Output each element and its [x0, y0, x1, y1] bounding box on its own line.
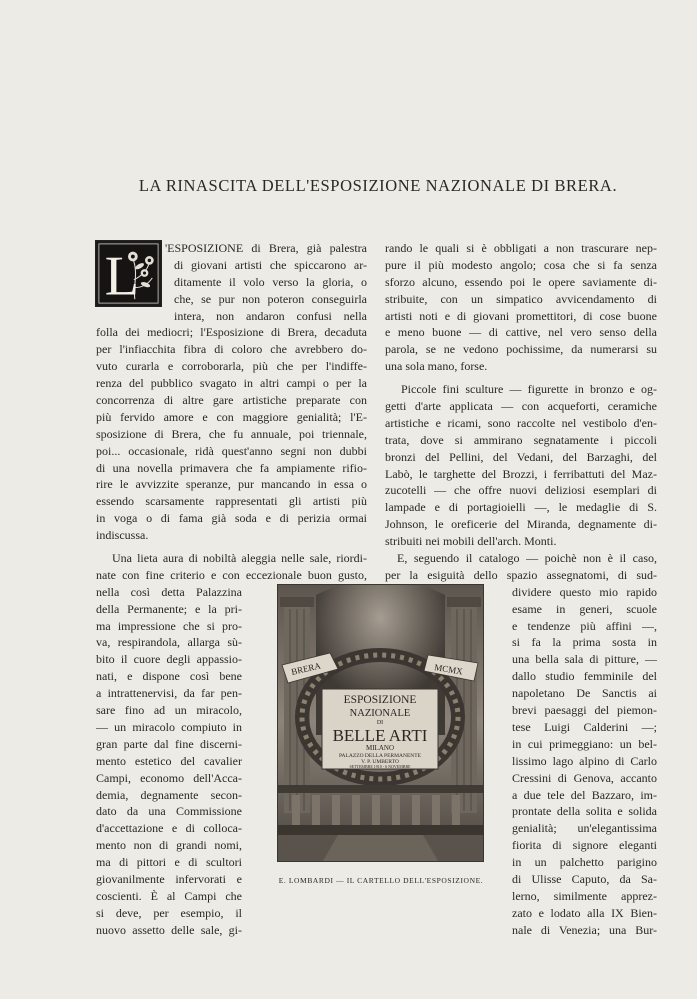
text-line: E, seguendo il catalogo — poichè non è il caso,: [397, 551, 657, 566]
text-line: di Ulisse Caputo, da Sa-: [512, 871, 657, 886]
text-line: zato e lodato alla IX Bien-: [512, 905, 657, 920]
text-line: genialità; un'elegantissima: [512, 821, 657, 836]
text-line: poi... occasionale, ridà quest'anno segni non dubbi: [96, 443, 367, 458]
text-line: rando le quali si è obbligati a non trascurare nep-: [385, 241, 657, 255]
text-line: mento estetico del cavalier: [96, 753, 242, 768]
text-line: stribuiti nei mobili dell'arch. Monti.: [385, 534, 557, 549]
text-line: folla dei mediocri; l'Esposizione di Brera, decaduta: [96, 325, 367, 340]
text-line: dallo studio femminile del: [512, 669, 657, 684]
text-line: Cressini di Genova, accanto: [512, 770, 657, 785]
poster-line-6: PALAZZO DELLA PERMANENTE: [339, 753, 421, 759]
right-paragraph: [385, 240, 657, 375]
text-line: parola, se ne vedono pochissime, da numerarsi su: [385, 342, 657, 357]
right-paragraph: [385, 550, 657, 584]
text-line: si fa la prima sosta in: [512, 635, 657, 650]
text-line: una bella sala di pitture, —: [512, 652, 657, 667]
text-line: bronzi del Pellini, del Vedani, del Barzaghi, del: [385, 449, 657, 464]
text-line: e meno buone — di cattive, nel vero senso della: [385, 325, 657, 340]
poster-image: [278, 585, 483, 861]
text-line: sposizione di Brera, che fu annuale, poi triennale,: [96, 426, 367, 441]
poster-line-5: MILANO: [366, 744, 394, 752]
text-line: d'accettazione e di colloca-: [96, 821, 242, 836]
poster-line-1: ESPOSIZIONE: [343, 694, 417, 706]
text-line: gran parte dal fine discerni-: [96, 736, 242, 751]
text-line: — un miracolo compiuto in: [96, 719, 242, 734]
text-line: in un palchetto parigino: [512, 855, 657, 870]
poster-line-3: DI: [376, 720, 384, 726]
text-line: per la esiguità dello spazio assegnatomi, di sud-: [385, 567, 657, 582]
figure-caption: E. LOMBARDI — IL CARTELLO DELL'ESPOSIZIONE.: [278, 876, 484, 885]
text-line: fiorita di signore eleganti: [512, 838, 657, 853]
text-line: demia, degnamente secon-: [96, 787, 242, 802]
poster-line-8: SETTEMBRE 1910 - 6 NOVEMBRE: [349, 764, 411, 769]
text-line: coscienti. È al Campi che: [96, 888, 242, 903]
left-paragraph-narrow: [96, 584, 242, 939]
text-line: artisti noti e di giovani promettitori, di cose buone: [385, 308, 657, 323]
right-paragraph-narrow: [512, 584, 657, 939]
text-line: sforzo alcuno, essendo poi le opere saviamente di-: [385, 274, 657, 289]
text-line: a due tele del Bazzaro, im-: [512, 787, 657, 802]
text-line: ma di pittori e di scultori: [96, 855, 242, 870]
text-line: 'ESPOSIZIONE di Brera, già palestra: [165, 241, 367, 255]
text-line: renza del pubblico svagato in altri campi o per la: [96, 376, 367, 391]
text-line: nate con fine criterio e con eccezionale buon gusto,: [96, 567, 367, 582]
text-line: nella così detta Palazzina: [96, 584, 242, 599]
text-line: trata, dove si ammirano segnatamente i piccoli: [385, 432, 657, 447]
poster-banner-left: BRERA: [290, 660, 322, 677]
text-line: concorrenza di altre gare artistiche preparate con: [96, 393, 367, 408]
text-line: zucotelli — che offre nuovi deliziosi esemplari di: [385, 483, 657, 498]
text-line: essendo scarsamente rappresentati gli artisti più: [96, 494, 367, 509]
text-line: a intrattenervisi, da far pen-: [96, 686, 242, 701]
text-line: ma impressione che si pro-: [96, 618, 242, 633]
text-line: Una lieta aura di nobiltà aleggia nelle sale, riordi-: [112, 551, 367, 566]
poster-line-7: V. P. UMBERTO: [361, 759, 399, 765]
text-line: bito il cuore degli appassio-: [96, 652, 242, 667]
text-line: si deve, per esempio, il: [96, 905, 242, 920]
text-line: pure il più modesto angolo; cosa che si fa senza: [385, 257, 657, 272]
text-line: di giovani artisti che spiccarono ar-: [174, 257, 367, 272]
text-line: per l'infiacchita fibra di coloro che avrebbero do-: [96, 342, 367, 357]
text-line: Labò, le targhette del Brozzi, i ferribattuti del Maz-: [385, 466, 657, 481]
text-line: dividere questo mio rapido: [512, 584, 657, 599]
text-line: Johnson, le oreficerie del Miranda, degnamente di-: [385, 517, 657, 532]
text-line: rire le avvizzite speranze, pur mancando in essa o: [96, 477, 367, 492]
poster-line-4: BELLE ARTI: [332, 726, 428, 745]
text-line: tese Luigi Calderini —;: [512, 719, 657, 734]
article-title: LA RINASCITA DELL'ESPOSIZIONE NAZIONALE DI BRERA.: [138, 176, 618, 195]
text-line: artistiche e ricami, sono raccolte nel vestibolo d'en-: [385, 415, 657, 430]
poster-line-2: NAZIONALE: [349, 708, 411, 719]
text-line: nati, e dispone così bene: [96, 669, 242, 684]
text-line: nale di Venezia; una Bur-: [512, 922, 657, 937]
text-line: giovanilmente infervorati e: [96, 871, 242, 886]
text-line: più fervido amore e con maggiore genialità; l'E-: [96, 409, 367, 424]
text-line: Campi, economo dell'Acca-: [96, 770, 242, 785]
text-line: getti d'arte applicata — con acqueforti, ceramiche: [385, 399, 657, 414]
text-line: sare fino ad un miracolo,: [96, 703, 242, 718]
text-line: napoletano De Sanctis ai: [512, 686, 657, 701]
text-line: nuovo assetto delle sale, gi-: [96, 922, 242, 937]
text-line: della Permanente; e la pri-: [96, 601, 242, 616]
right-paragraph: [385, 381, 657, 550]
text-line: lerno, similmente apprez-: [512, 888, 657, 903]
text-line: lampade e di portagioielli —, le medaglie di S.: [385, 500, 657, 515]
text-line: stribuite, con un simpatico avvicendamento di: [385, 291, 657, 306]
text-line: una sola mano, forse.: [385, 359, 488, 374]
text-line: esame in generi, scuole: [512, 601, 657, 616]
text-line: intera, non andaron confusi nella: [174, 308, 367, 323]
text-line: e tendenze più affini —,: [512, 618, 657, 633]
left-paragraph: [96, 550, 367, 584]
text-line: prontate della solita e solida: [512, 804, 657, 819]
text-line: va, respirandola, allarga sù-: [96, 635, 242, 650]
text-line: dato da una Commissione: [96, 804, 242, 819]
text-line: che, se pur non poteron conseguirla: [174, 291, 367, 306]
text-line: di una novella primavera che fa ampiamente rifio-: [96, 460, 367, 475]
text-line: in cui primeggiano: un bel-: [512, 736, 657, 751]
text-line: vuto curarla e corroborarla, più che per l'indiffe-: [96, 359, 367, 374]
poster-banner-right: MCMX: [433, 662, 464, 677]
initial-letter: L: [104, 245, 140, 306]
text-line: ditamente il volo verso la gloria, o: [174, 274, 367, 289]
text-line: brevi paesaggi del piemon-: [512, 703, 657, 718]
text-line: Piccole fini sculture — figurette in bronzo e og-: [401, 382, 657, 397]
left-paragraph: [96, 240, 367, 544]
text-line: indiscussa.: [96, 528, 149, 543]
text-line: mento non di grandi nomi,: [96, 838, 242, 853]
exhibition-poster-illustration: [277, 584, 484, 862]
text-line: lissimo lago alpino di Carlo: [512, 753, 657, 768]
text-line: in voga o di fama già soda e di perizia ormai: [96, 511, 367, 526]
